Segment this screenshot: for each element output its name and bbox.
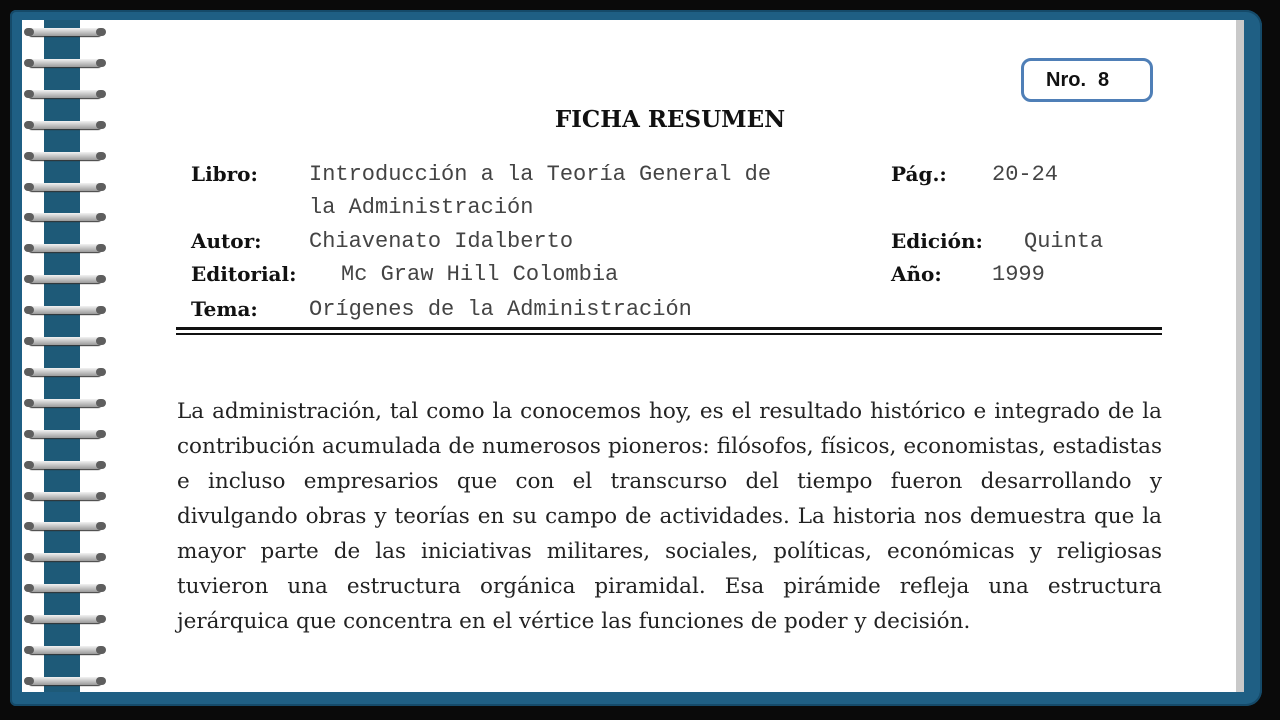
spiral-ring <box>28 213 102 221</box>
edition-value: Quinta <box>1024 229 1104 254</box>
spiral-ring <box>28 646 102 654</box>
publisher-label: Editorial: <box>191 262 297 286</box>
spiral-ring <box>28 59 102 67</box>
spiral-ring <box>28 121 102 129</box>
author-label: Autor: <box>191 229 262 253</box>
header-divider-thin <box>176 333 1162 335</box>
year-label: Año: <box>891 262 942 286</box>
spiral-ring <box>28 461 102 469</box>
book-value-line1: Introducción a la Teoría General de <box>309 162 772 187</box>
spiral-ring <box>28 244 102 252</box>
spiral-binding <box>28 20 104 692</box>
spiral-ring <box>28 399 102 407</box>
spiral-ring <box>28 275 102 283</box>
book-value-line2: la Administración <box>309 195 534 220</box>
spiral-ring <box>28 553 102 561</box>
edition-label: Edición: <box>891 229 983 253</box>
spiral-ring <box>28 28 102 36</box>
page-value: 20-24 <box>992 162 1059 187</box>
publisher-value: Mc Graw Hill Colombia <box>341 262 619 287</box>
spiral-ring <box>28 337 102 345</box>
header-divider-thick <box>176 327 1162 330</box>
author-value: Chiavenato Idalberto <box>309 229 574 254</box>
spiral-ring <box>28 615 102 623</box>
year-value: 1999 <box>992 262 1045 287</box>
topic-value: Orígenes de la Administración <box>309 297 692 322</box>
summary-paragraph: La administración, tal como la conocemos hoy, es el resultado histórico e integrado de la contribución acumulada de numerosos pioneros: filósofos, físicos, economistas, estadistas e incluso empresarios que con el transcurso del tiempo fueron desarrollando y divulgando obras y teorías en su campo de actividades. La historia nos demuestra que la mayor parte de las iniciativas militares, sociales, políticas, económicas y religiosas tuvieron una estructura orgánica piramidal. Esa pirámide refleja una estructura jerárquica que concentra en el vértice las funciones de poder y decisión. <box>177 399 1162 634</box>
spiral-ring <box>28 522 102 530</box>
spiral-ring <box>28 584 102 592</box>
spiral-ring <box>28 90 102 98</box>
page-title: FICHA RESUMEN <box>554 106 786 133</box>
spiral-ring <box>28 492 102 500</box>
page-label: Pág.: <box>891 162 947 186</box>
spiral-ring <box>28 183 102 191</box>
topic-label: Tema: <box>191 297 258 321</box>
spiral-ring <box>28 677 102 685</box>
card-number-value: 8 <box>1098 68 1110 91</box>
spiral-ring <box>28 430 102 438</box>
card-number-badge <box>1021 58 1153 102</box>
spiral-ring <box>28 368 102 376</box>
spiral-ring <box>28 306 102 314</box>
book-label: Libro: <box>191 162 258 186</box>
card-number-label: Nro. <box>1046 68 1086 91</box>
spiral-ring <box>28 152 102 160</box>
